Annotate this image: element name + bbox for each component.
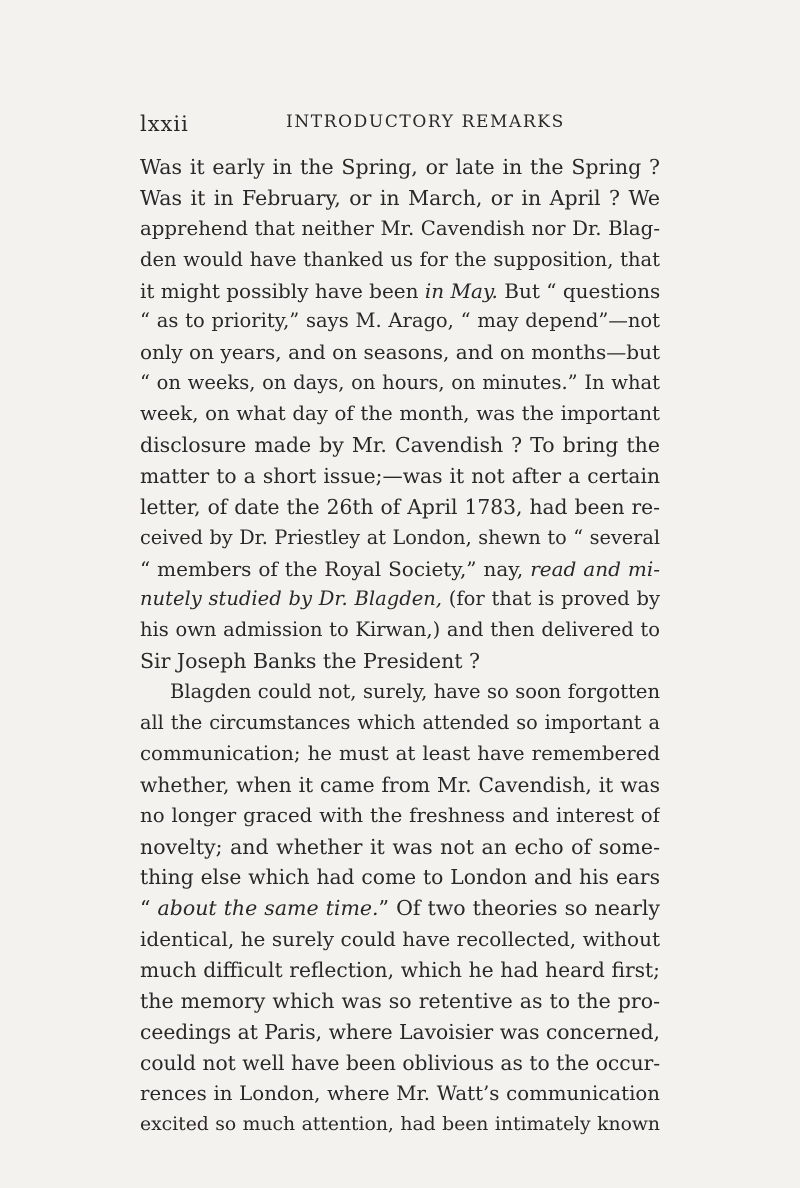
text-line: excited so much attention, had been intimately known (140, 1113, 660, 1135)
text-line: whether, when it came from Mr. Cavendish, it was (140, 772, 660, 797)
text-line: no longer graced with the freshness and interest of (140, 803, 660, 827)
text-line: week, on what day of the month, was the important (140, 402, 660, 426)
page-header (140, 112, 660, 142)
text-line: “ on weeks, on days, on hours, on minutes.” In what (140, 371, 660, 395)
italic-phrase: nutely studied by Dr. Blagden, (140, 587, 442, 611)
text-line: “ as to priority,” says M. Arago, “ may depend”—not (140, 309, 660, 333)
text-line: rences in London, where Mr. Watt’s communication (140, 1081, 660, 1105)
text-line: his own admission to Kirwan,) and then delivered to (140, 618, 660, 642)
text-line: thing else which had come to London and his ears (140, 865, 660, 890)
italic-phrase: about the same time. (157, 896, 379, 921)
text-line: Blagden could not, surely, have so soon forgotten (170, 680, 660, 704)
text-line: matter to a short issue;—was it not after a certain (140, 463, 660, 488)
text-line: Was it in February, or in March, or in April ? We (140, 185, 660, 210)
text-line: could not well have been oblivious as to the occur- (140, 1050, 660, 1075)
text-line: all the circumstances which attended so important a (140, 711, 660, 735)
text-line: identical, he surely could have recollected, without (140, 927, 660, 952)
text-line: only on years, and on seasons, and on months—but (140, 340, 660, 365)
text-line: apprehend that neither Mr. Cavendish nor Dr. Blag- (140, 216, 660, 240)
text-line: ceived by Dr. Priestley at London, shewn to “ several (140, 525, 660, 549)
text-line: “ members of the Royal Society,” nay, read and mi- (140, 556, 660, 581)
text-line: it might possibly have been in May. But “ questions (140, 278, 660, 303)
text-line: communication; he must at least have remembered (140, 741, 660, 765)
page-number: lxxii (140, 112, 189, 136)
italic-phrase: read and mi- (530, 556, 660, 581)
italic-phrase: in May. (424, 278, 498, 303)
text-line: Was it early in the Spring, or late in the Spring ? (140, 155, 660, 179)
body-text (140, 152, 660, 1141)
text-line: novelty; and whether it was not an echo of some- (140, 834, 660, 859)
text-line: disclosure made by Mr. Cavendish ? To bring the (140, 433, 660, 458)
text-line: Sir Joseph Banks the President ? (140, 649, 481, 674)
text-line: much difficult reflection, which he had heard first; (140, 958, 660, 983)
text-line: “ about the same time.” Of two theories so nearly (140, 896, 660, 921)
text-line: den would have thanked us for the supposition, that (140, 247, 660, 271)
text-line: nutely studied by Dr. Blagden, (for that is proved by (140, 587, 660, 611)
text-line: the memory which was so retentive as to the pro- (140, 989, 660, 1014)
running-head: INTRODUCTORY REMARKS (286, 112, 565, 132)
text-line: letter, of date the 26th of April 1783, had been re- (140, 494, 660, 519)
text-line: ceedings at Paris, where Lavoisier was concerned, (140, 1019, 660, 1044)
